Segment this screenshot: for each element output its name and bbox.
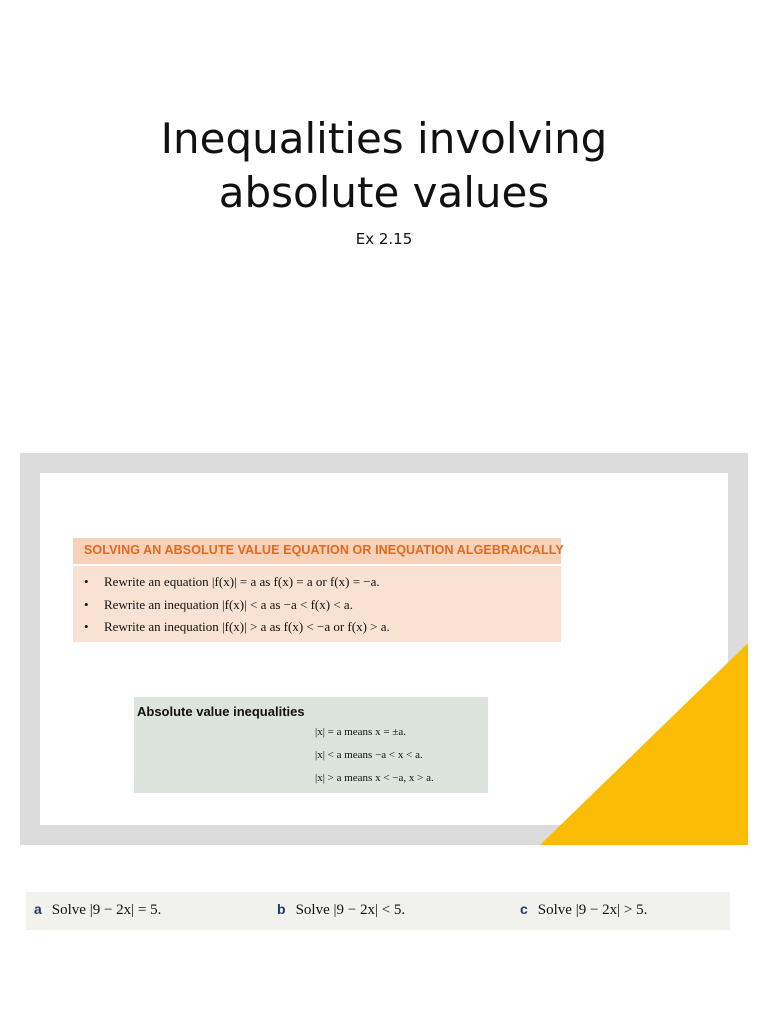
problem-text: Solve |9 − 2x| < 5. xyxy=(295,902,406,918)
problem-text: Solve |9 − 2x| > 5. xyxy=(537,902,648,918)
problem-letter: c xyxy=(520,901,528,917)
problem-text: Solve |9 − 2x| = 5. xyxy=(51,902,162,918)
slide-title-line-2: absolute values xyxy=(218,168,550,217)
slide-subtitle: Ex 2.15 xyxy=(355,230,413,248)
exercise-problems xyxy=(26,892,730,930)
algebra-rule-3: Rewrite an inequation |f(x)| > a as f(x) < −a or f(x) > a. xyxy=(104,619,390,634)
absolute-value-rule-1: |x| = a means x = ±a. xyxy=(315,726,406,738)
absolute-value-box xyxy=(134,697,488,793)
bullet-icon: • xyxy=(84,574,89,589)
algebra-rule-2: Rewrite an inequation |f(x)| < a as −a < f(x) < a. xyxy=(104,596,353,612)
algebra-method-heading: SOLVING AN ABSOLUTE VALUE EQUATION OR INEQUATION ALGEBRAICALLY xyxy=(84,543,564,557)
problem-c xyxy=(520,901,647,919)
problem-a xyxy=(34,901,161,919)
list-item xyxy=(84,597,390,620)
list-item xyxy=(84,619,390,642)
absolute-value-rule-3: |x| > a means x < −a, x > a. xyxy=(315,772,434,784)
absolute-value-heading: Absolute value inequalities xyxy=(137,704,305,719)
bullet-icon: • xyxy=(84,596,89,612)
problem-letter: b xyxy=(277,901,286,917)
slide-title-line-1: Inequalities involving xyxy=(160,114,608,163)
algebra-method-header xyxy=(73,538,564,566)
slide-title xyxy=(0,112,768,220)
algebra-rule-1: Rewrite an equation |f(x)| = a as f(x) = a or f(x) = −a. xyxy=(104,574,380,589)
problem-letter: a xyxy=(34,901,42,917)
list-item xyxy=(84,574,390,597)
absolute-value-rule-2: |x| < a means −a < x < a. xyxy=(315,749,423,761)
bullet-icon: • xyxy=(84,619,89,634)
algebra-method-list xyxy=(84,574,390,642)
problem-b xyxy=(277,901,405,919)
